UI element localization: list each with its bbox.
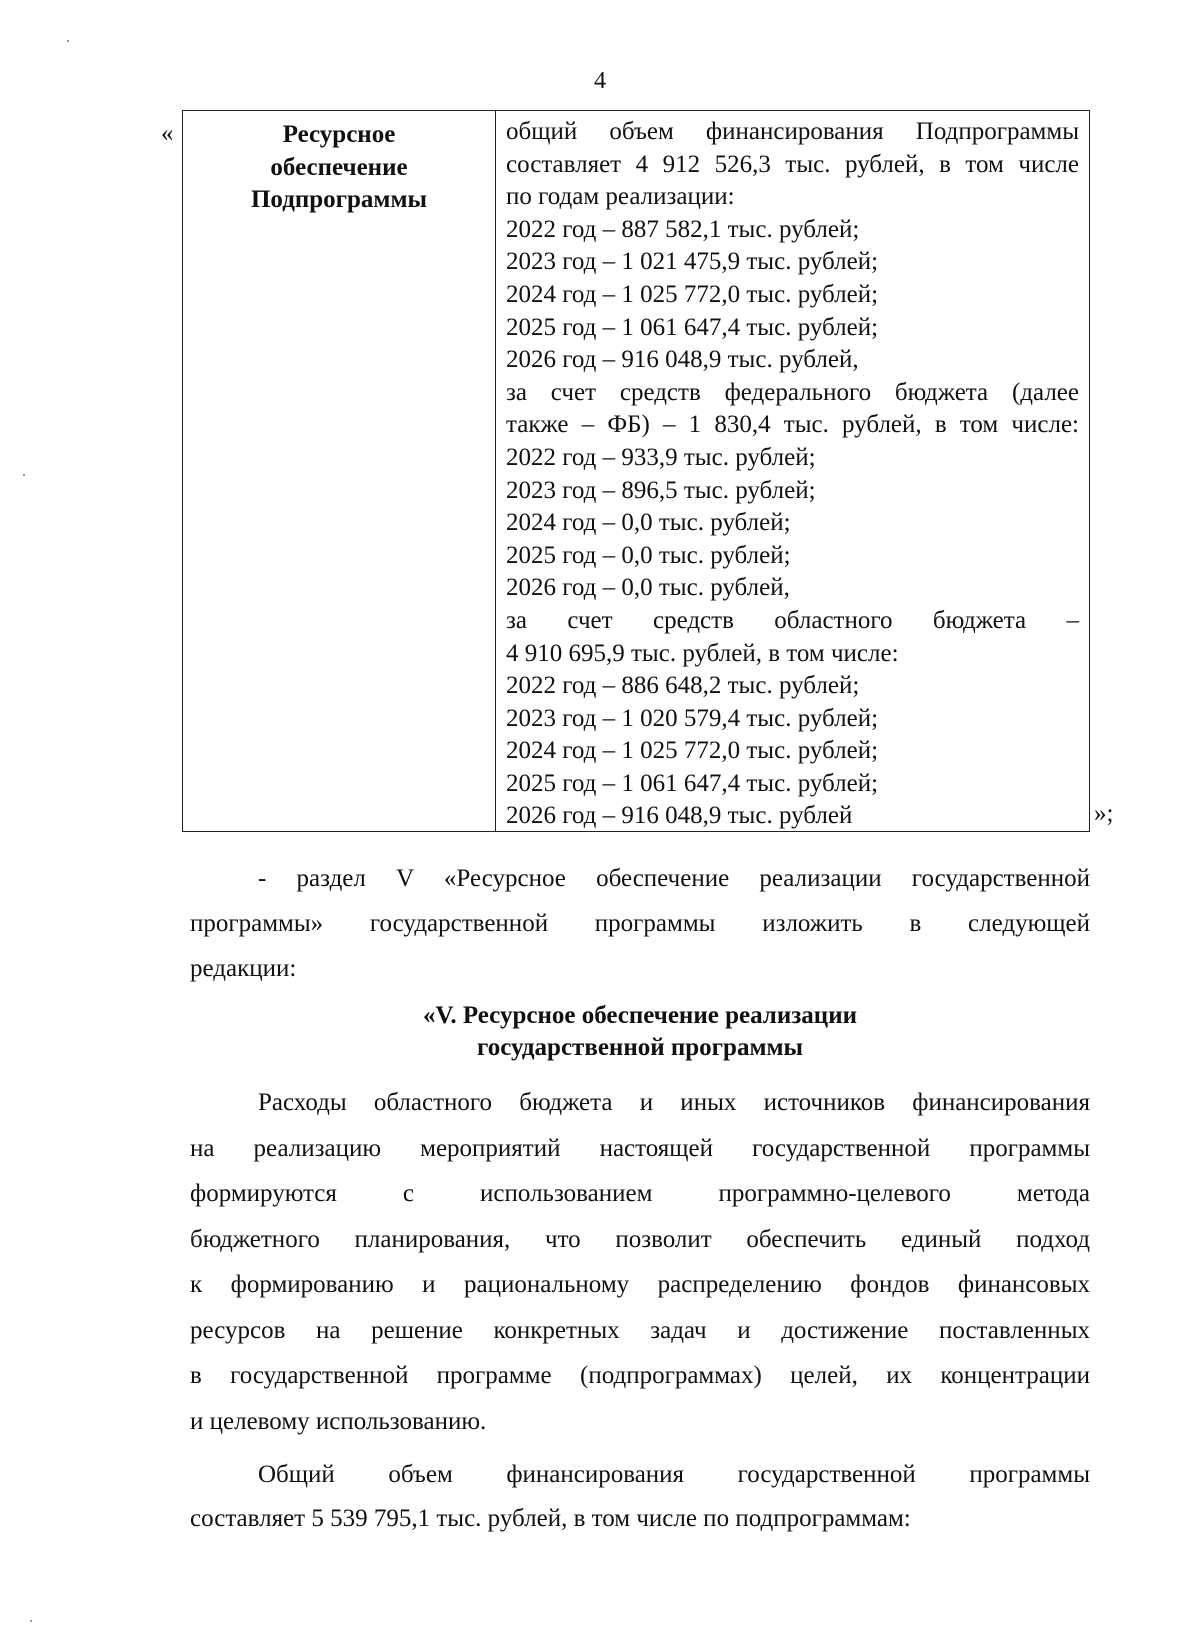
scan-speck [30, 1620, 32, 1622]
funding-line: общий объем финансирования Подпрограммы [506, 118, 1079, 145]
funding-line: 2026 год – 916 048,9 тыс. рублей, [506, 346, 859, 374]
section-heading [190, 1000, 1090, 1064]
funding-line: 2024 год – 0,0 тыс. рублей; [506, 509, 791, 537]
header-line: Подпрограммы [250, 186, 427, 213]
paragraph-line: и целевому использованию. [190, 1407, 487, 1435]
funding-line: 2022 год – 933,9 тыс. рублей; [506, 443, 816, 471]
paragraph-line: составляет 5 539 795,1 тыс. рублей, в том числе по подпрограммам: [190, 1505, 911, 1532]
table-close-quote: »; [1094, 800, 1114, 827]
paragraph-line: бюджетного планирования, что позволит обеспечить единый подход [190, 1225, 1090, 1253]
paragraph-line: Общий объем финансирования государственной программы [258, 1461, 1090, 1488]
paragraph-line: - раздел V «Ресурсное обеспечение реализации государственной [258, 865, 1090, 892]
resource-table-header-cell [183, 111, 496, 831]
funding-line: 2023 год – 1 020 579,4 тыс. рублей; [506, 704, 879, 732]
funding-line: 2025 год – 0,0 тыс. рублей; [506, 541, 791, 569]
heading-line: государственной программы [476, 1034, 804, 1061]
scan-speck [67, 40, 69, 42]
funding-line: также – ФБ) – 1 830,4 тыс. рублей, в том числе: [506, 411, 1079, 439]
expenses-paragraph [190, 1080, 1090, 1444]
paragraph-line: к формированию и рациональному распределению фондов финансовых [190, 1271, 1090, 1298]
paragraph-line: Расходы областного бюджета и иных источников финансирования [258, 1089, 1090, 1116]
paragraph-line: формируются с использованием программно-целевого метода [190, 1180, 1090, 1207]
funding-line: 2022 год – 886 648,2 тыс. рублей; [506, 672, 860, 700]
paragraph-line: программы» государственной программы изложить в следующей [190, 910, 1090, 937]
funding-line: 2026 год – 0,0 тыс. рублей, [506, 574, 790, 602]
funding-line: 2023 год – 896,5 тыс. рублей; [506, 476, 816, 504]
table-open-quote: « [161, 120, 174, 147]
funding-line: 2022 год – 887 582,1 тыс. рублей; [506, 215, 860, 243]
funding-line: 2023 год – 1 021 475,9 тыс. рублей; [506, 248, 879, 276]
paragraph-line: редакции: [190, 955, 297, 982]
heading-line: «V. Ресурсное обеспечение реализации [423, 1002, 857, 1029]
page-number: 4 [594, 68, 606, 94]
resource-table-content-cell [496, 111, 1089, 831]
header-line: Ресурсное [282, 121, 396, 148]
paragraph-line: ресурсов на решение конкретных задач и достижение поставленных [190, 1316, 1090, 1344]
funding-line: 4 910 695,9 тыс. рублей, в том числе: [506, 639, 899, 667]
funding-line: составляет 4 912 526,3 тыс. рублей, в том числе [506, 150, 1079, 178]
paragraph-line: на реализацию мероприятий настоящей государственной программы [190, 1134, 1090, 1162]
amendment-paragraph [190, 856, 1090, 991]
paragraph-line: в государственной программе (подпрограммах) целей, их концентрации [190, 1362, 1090, 1389]
funding-line: по годам реализации: [506, 183, 735, 211]
funding-line: 2025 год – 1 061 647,4 тыс. рублей; [506, 769, 879, 797]
scan-speck [23, 474, 25, 476]
total-funding-paragraph [190, 1453, 1090, 1541]
header-line: обеспечение [270, 153, 408, 181]
funding-line: за счет средств областного бюджета – [506, 606, 1079, 634]
funding-line: 2026 год – 916 048,9 тыс. рублей [506, 802, 853, 830]
funding-line: 2025 год – 1 061 647,4 тыс. рублей; [506, 313, 879, 341]
funding-line: за счет средств федерального бюджета (далее [506, 378, 1079, 406]
resource-table [182, 110, 1090, 832]
funding-line: 2024 год – 1 025 772,0 тыс. рублей; [506, 280, 879, 308]
funding-line: 2024 год – 1 025 772,0 тыс. рублей; [506, 737, 879, 765]
